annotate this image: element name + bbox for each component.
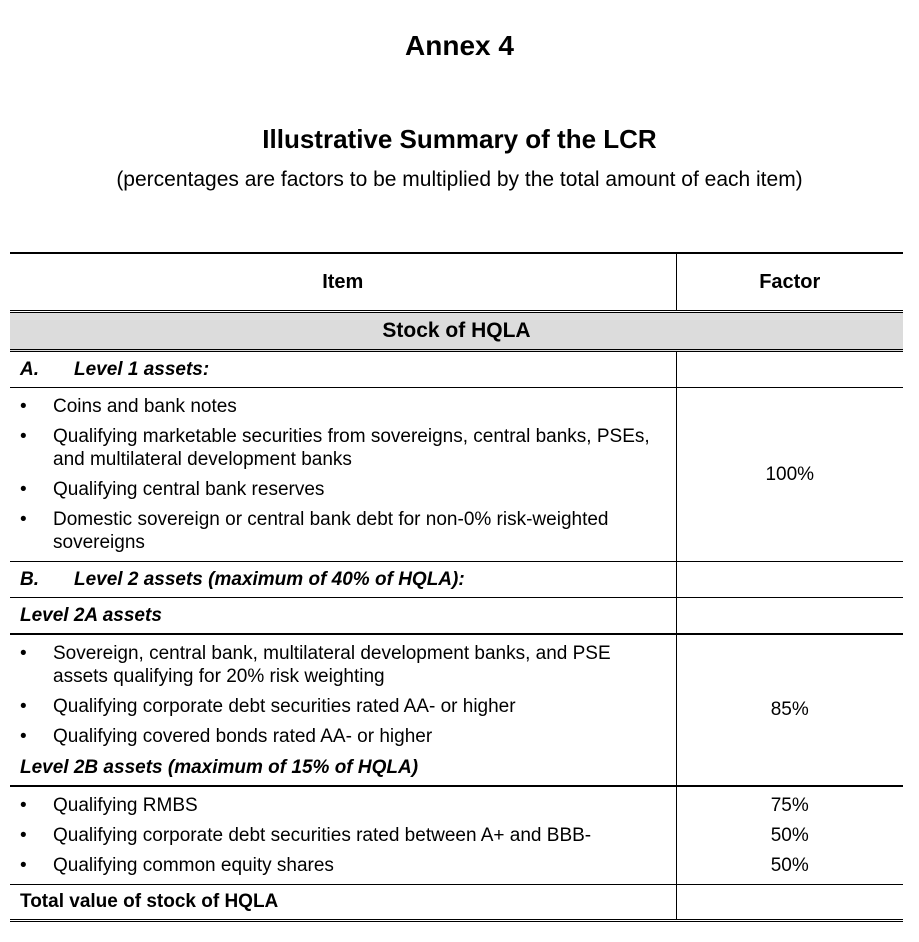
level1-label: Level 1 assets:: [74, 358, 210, 380]
level2a-heading: Level 2A assets: [10, 598, 676, 635]
level2b-heading: Level 2B assets (maximum of 15% of HQLA): [20, 757, 419, 778]
list-item: • Qualifying marketable securities from sovereigns, central banks, PSEs, and multilateral development banks: [20, 425, 666, 471]
level2a-heading-row: [10, 598, 903, 635]
level2a-items-list: [20, 642, 666, 748]
level1-letter: A.: [20, 358, 39, 380]
document-title: Illustrative Summary of the LCR: [262, 124, 657, 154]
list-item: • Qualifying covered bonds rated AA- or higher: [20, 725, 666, 748]
list-item: • Qualifying RMBS: [20, 794, 666, 817]
level2-heading: [10, 562, 676, 598]
list-item: • Coins and bank notes: [20, 395, 666, 418]
level1-items-list: [20, 395, 666, 554]
level2-heading-row: [10, 562, 903, 598]
list-item: • Domestic sovereign or central bank debt for non-0% risk-weighted sovereigns: [20, 508, 666, 554]
level1-items-row: [10, 388, 903, 562]
section-row: [10, 312, 903, 351]
lcr-summary-table: [10, 252, 903, 922]
total-factor: [676, 885, 903, 921]
level1-items-cell: [10, 388, 676, 562]
total-row: [10, 885, 903, 921]
level2b-factor-equity: 50%: [770, 855, 809, 876]
list-item: • Sovereign, central bank, multilateral development banks, and PSE assets qualifying for 20% risk weighting: [20, 642, 666, 688]
level2b-items-row: [10, 786, 903, 885]
level2-heading-factor: [676, 562, 903, 598]
level2b-factors-cell: [676, 786, 903, 885]
list-item: • Qualifying corporate debt securities rated AA- or higher: [20, 695, 666, 718]
list-item: • Qualifying common equity shares: [20, 854, 666, 877]
column-header-item: Item: [10, 253, 676, 312]
level2a-heading-factor: [676, 598, 903, 635]
column-header-factor: Factor: [676, 253, 903, 312]
level2a-factor: 85%: [676, 634, 903, 786]
list-item: • Qualifying corporate debt securities rated between A+ and BBB-: [20, 824, 666, 847]
level2b-factor-rmbs: 75%: [770, 795, 809, 816]
annex-heading: Annex 4: [405, 30, 514, 61]
level2b-factor-corporate-debt: 50%: [770, 825, 809, 846]
level1-factor: 100%: [676, 388, 903, 562]
document-subtitle: (percentages are factors to be multiplied by the total amount of each item): [116, 168, 803, 191]
level2b-items-list: [20, 794, 666, 877]
level2-letter: B.: [20, 568, 39, 590]
level2-label: Level 2 assets (maximum of 40% of HQLA):: [74, 568, 465, 590]
section-title: Stock of HQLA: [10, 312, 903, 351]
level2b-factor-list: [687, 794, 894, 877]
level1-heading: [10, 351, 676, 388]
list-item: • Qualifying central bank reserves: [20, 478, 666, 501]
total-label: Total value of stock of HQLA: [10, 885, 676, 921]
level2b-items-cell: [10, 786, 676, 885]
level2a-items-cell: [10, 634, 676, 786]
level1-heading-row: [10, 351, 903, 388]
level2a-items-row: [10, 634, 903, 786]
table-header-row: [10, 253, 903, 312]
level1-heading-factor: [676, 351, 903, 388]
